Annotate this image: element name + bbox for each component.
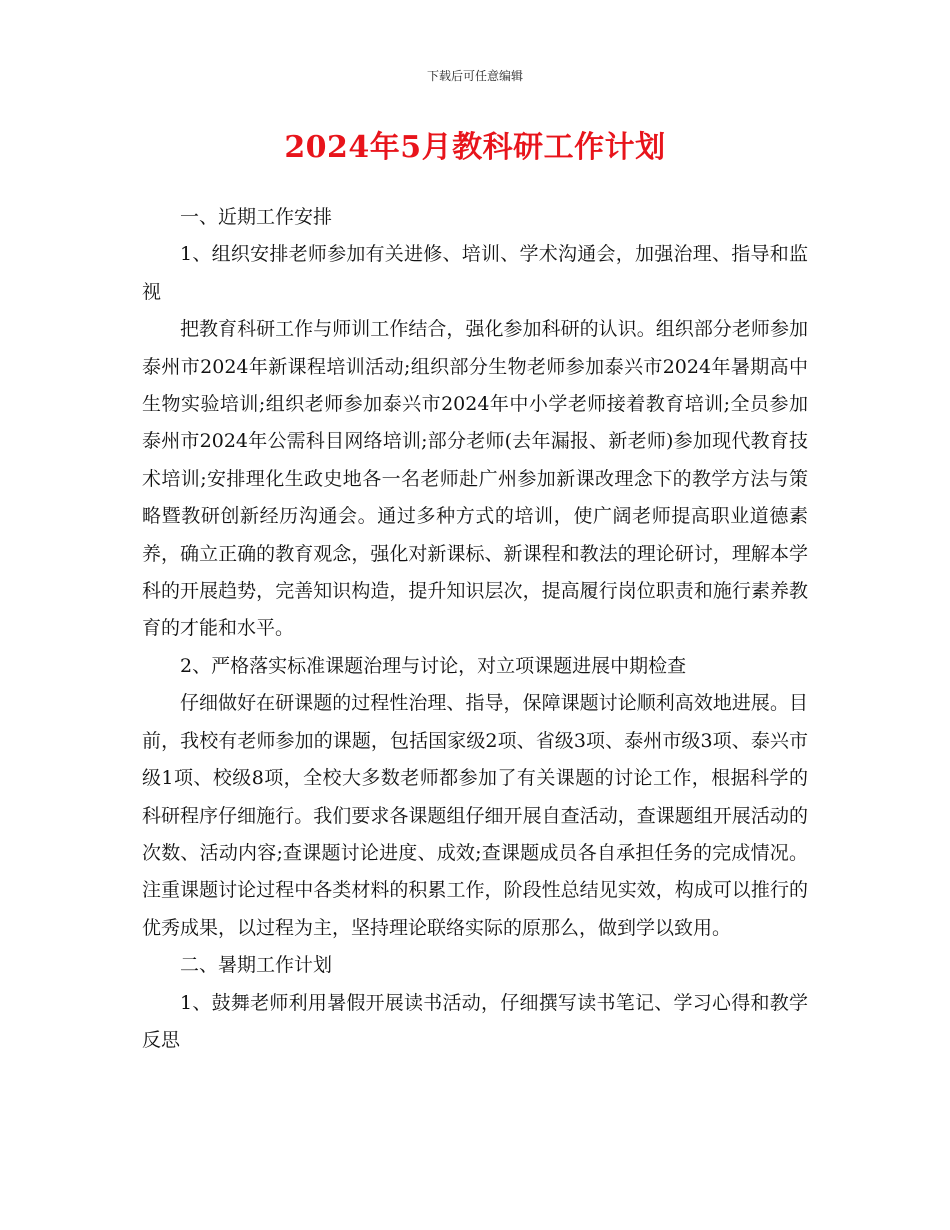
item-heading-training: 1、组织安排老师参加有关进修、培训、学术沟通会，加强治理、指导和监视 <box>142 243 808 303</box>
section-heading-summer-plan: 二、暑期工作计划 <box>180 954 333 977</box>
section-heading-recent-work: 一、近期工作安排 <box>180 206 333 228</box>
paragraph-training: 把教育科研工作与师训工作结合，强化参加科研的认识。组织部分老师参加泰州市2024年新课程培训活动;组织部分生物老师参加泰兴市2024年暑期高中生物实验培训;组织老师参加泰兴市2024年中小学老师接着教育培训;全员参加泰州市2024年公需科目网络培训;部分老师(去年漏报、新老师)参加现代教育技术培训;安排理化生政史地各一名老师赴广州参加新课改理念下的教学方法与策略暨教研创新经历沟通会。通过多种方式的培训，使广阔老师提高职业道德素养，确立正确的教育观念，强化对新课标、新课程和教法的理论研讨，理解本学科的开展趋势，完善知识构造，提升知识层次，提高履行岗位职责和施行素养教育的才能和水平。 <box>142 318 808 640</box>
document-title: 2024年5月教科研工作计划 <box>284 130 666 165</box>
header-note: 下载后可任意编辑 <box>426 69 523 83</box>
item-heading-reading: 1、鼓舞老师利用暑假开展读书活动，仔细撰写读书笔记、学习心得和教学反思 <box>142 991 808 1051</box>
document-body <box>142 199 808 1059</box>
paragraph-research-projects: 仔细做好在研课题的过程性治理、指导，保障课题讨论顺利高效地进展。目前，我校有老师参加的课题，包括国家级2项、省级3项、泰州市级3项、泰兴市级1项、校级8项，全校大多数老师都参加了有关课题的讨论工作，根据科学的科研程序仔细施行。我们要求各课题组仔细开展自查活动，查课题组开展活动的次数、活动内容;查课题讨论进度、成效;查课题成员各自承担任务的完成情况。注重课题讨论过程中各类材料的积累工作，阶段性总结见实效，构成可以推行的优秀成果，以过程为主，坚持理论联络实际的原那么，做到学以致用。 <box>142 692 808 939</box>
item-heading-research-projects: 2、严格落实标准课题治理与讨论，对立项课题进展中期检查 <box>180 654 687 677</box>
